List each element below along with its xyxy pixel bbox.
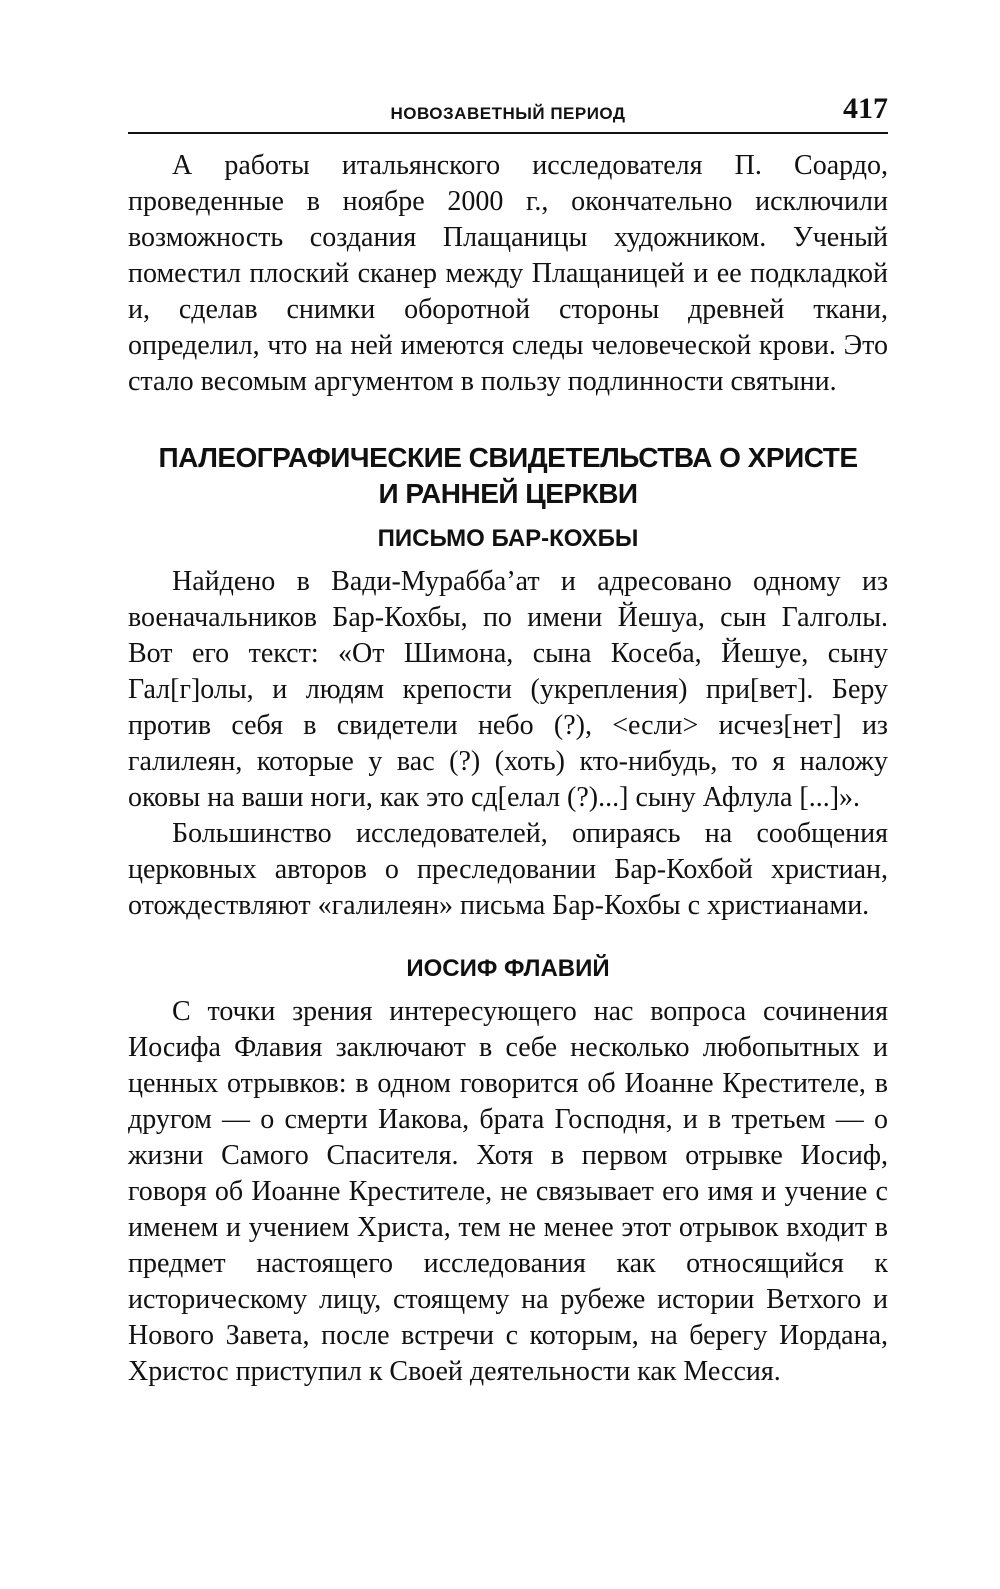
page-content: [128, 148, 888, 1390]
running-title: НОВОЗАВЕТНЫЙ ПЕРИОД: [390, 104, 626, 123]
subsection-title-josephus: ИОСИФ ФЛАВИЙ: [406, 955, 610, 982]
running-header: [128, 92, 888, 134]
intro-paragraph: А работы итальянского исследователя П. Соардо, проведенные в ноябре 2000 г., окончательно исключили возможность создания Плащаницы художником. Ученый поместил плоский сканер между Плащаницей и ее подкладкой и, сделав снимки оборотной стороны древней ткани, определил, что на ней имеются следы человеческой крови. Это стало весомым аргументом в пользу подлинности святыни.: [128, 150, 888, 397]
bar-kokhba-commentary-paragraph: Большинство исследователей, опираясь на сообщения церковных авторов о преследовании Бар-Кохбой христиан, отождествляют «галилеян» письма Бар-Кохбы с христианами.: [128, 818, 888, 921]
section-title-line-2: И РАННЕЙ ЦЕРКВИ: [378, 478, 638, 509]
josephus-paragraph: С точки зрения интересующего нас вопроса сочинения Иосифа Флавия заключают в себе несколько любопытных и ценных отрывков: в одном говорится об Иоанне Крестителе, в другом — о смерти Иакова, брата Господня, и в третьем — о жизни Самого Спасителя. Хотя в первом отрывке Иосиф, говоря об Иоанне Крестителе, не связывает его имя и учение с именем и учением Христа, тем не менее этот отрывок входит в предмет настоящего исследования как относящийся к историческому лицу, стоящему на рубеже истории Ветхого и Нового Завета, после встречи с которым, на берегу Иордана, Христос приступил к Своей деятельности как Мессия.: [128, 996, 888, 1387]
section-title: [128, 440, 888, 512]
section-title-line-1: ПАЛЕОГРАФИЧЕСКИЕ СВИДЕТЕЛЬСТВА О ХРИСТЕ: [158, 442, 858, 473]
bar-kokhba-letter-paragraph: Найдено в Вади-Мурабба’ат и адресовано одному из военачальников Бар-Кохбы, по имени Йешуа, сын Галголы. Вот его текст: «От Шимона, сына Косеба, Йешуе, сыну Гал[г]олы, и людям крепости (укрепления) при[вет]. Беру против себя в свидетели небо (?), <если> исчез[нет] из галилеян, которые у вас (?) (хоть) кто-нибудь, то я наложу оковы на ваши ноги, как это сд[елал (?)...] сыну Афлула [...]».: [128, 566, 888, 813]
subsection-title-bar-kokhba: ПИСЬМО БАР-КОХБЫ: [377, 525, 639, 552]
page-number: 417: [843, 92, 888, 125]
